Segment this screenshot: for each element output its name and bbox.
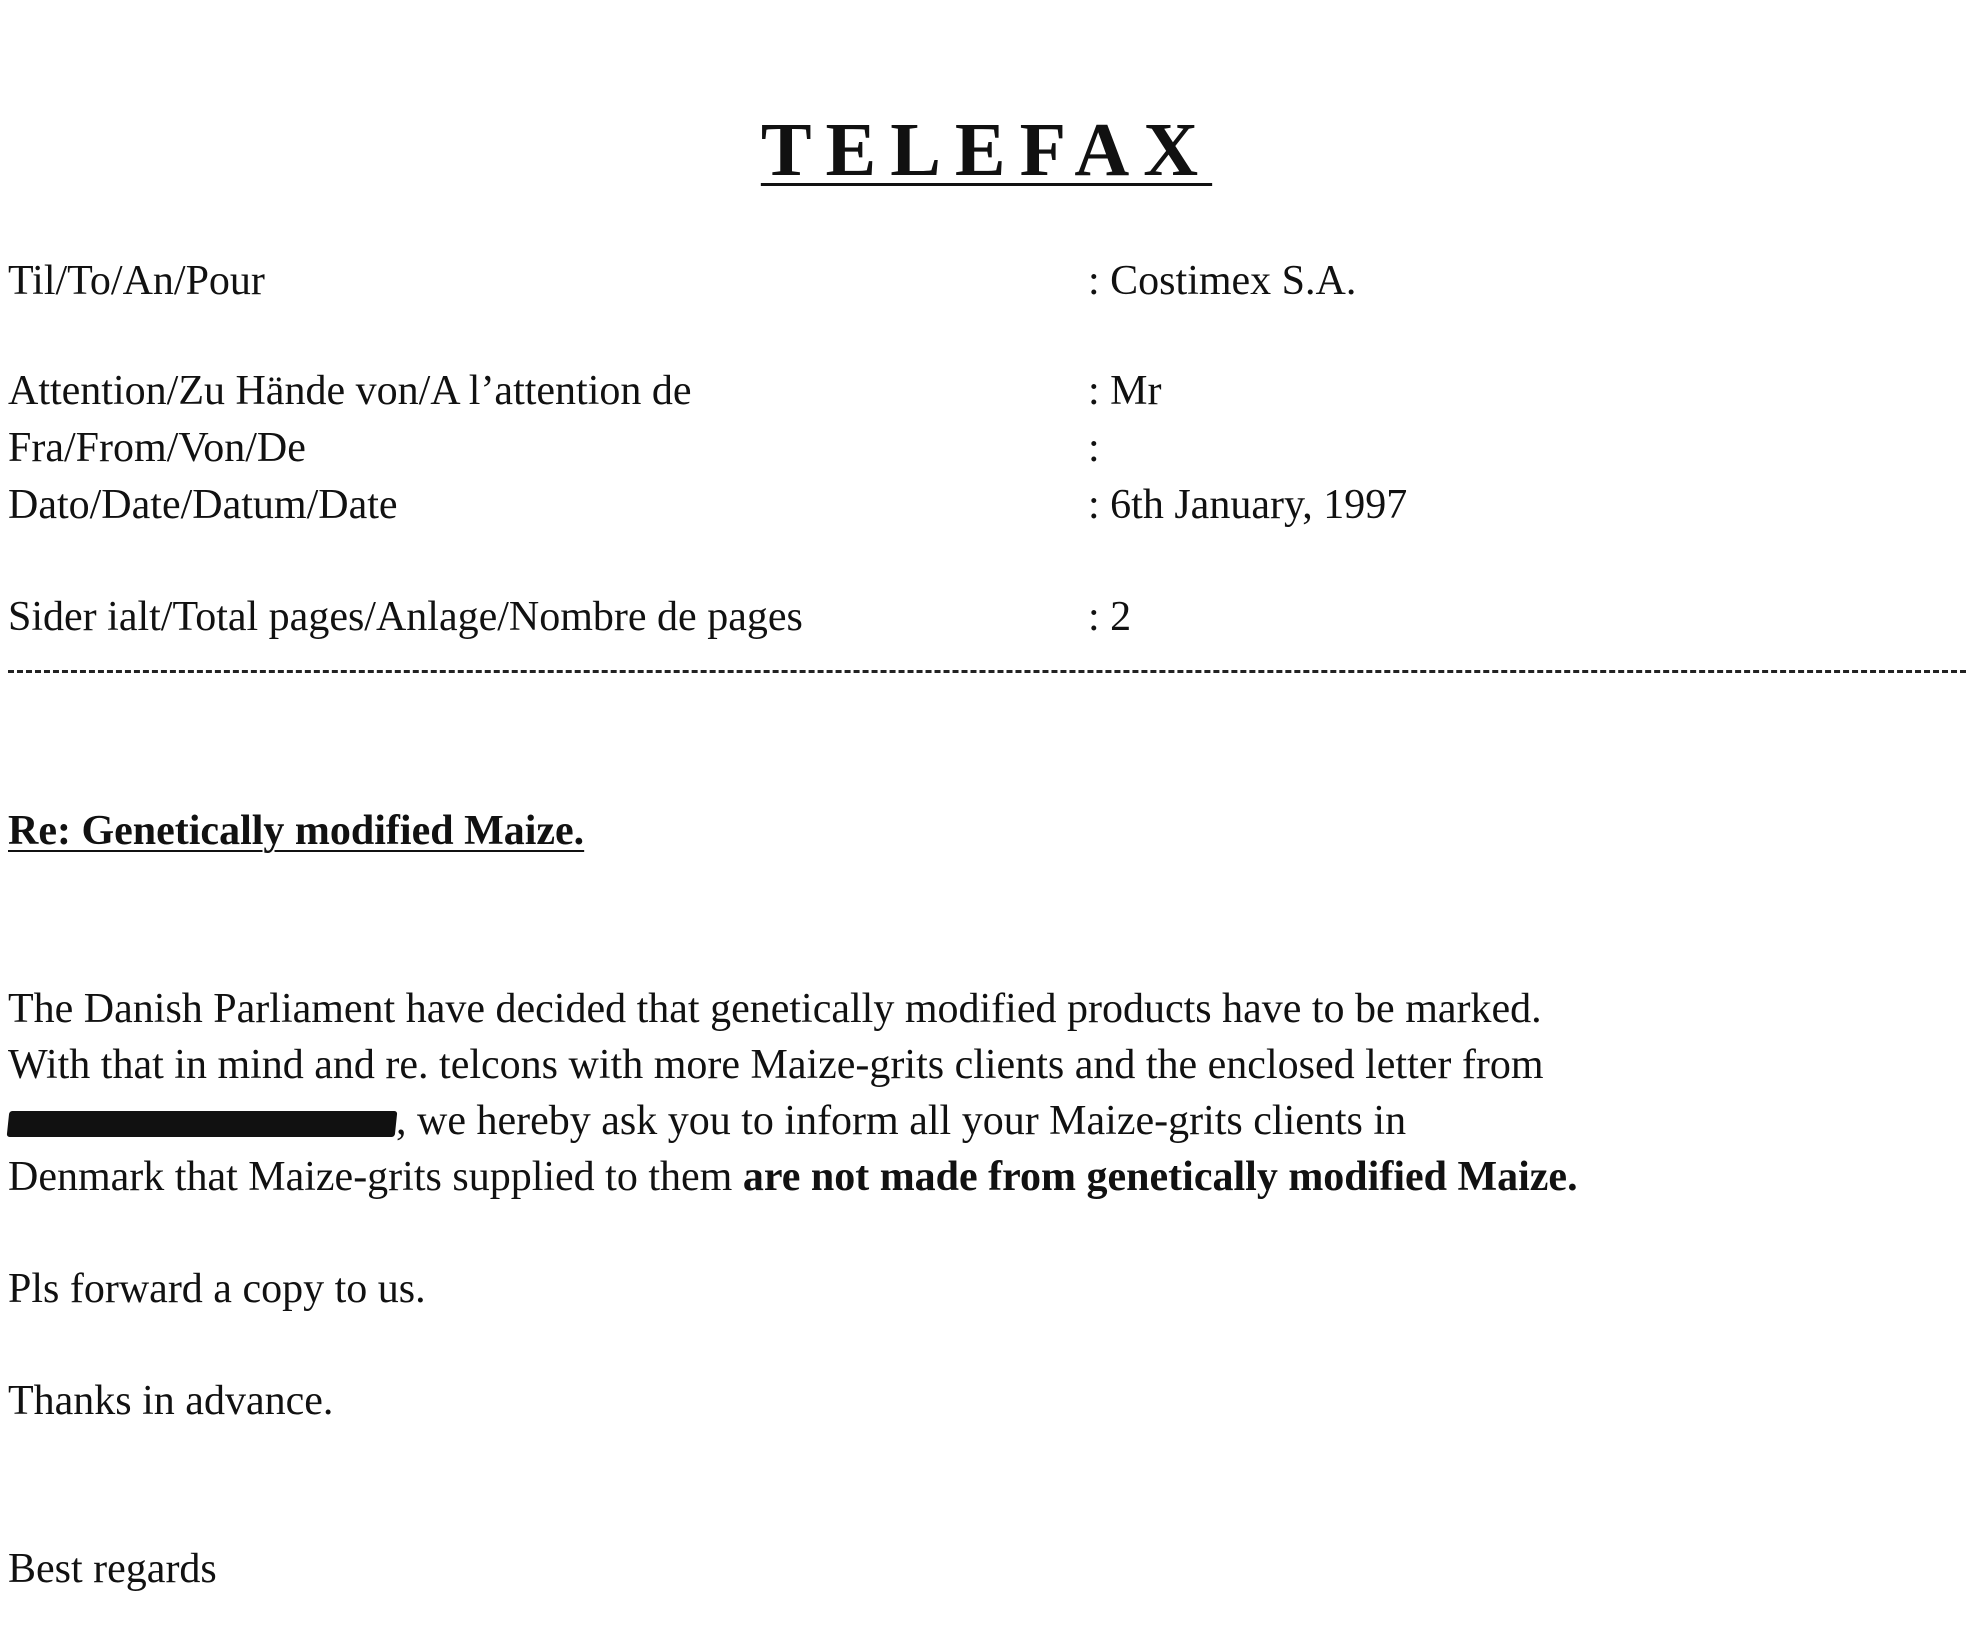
body-line-4 [8,1156,1578,1198]
body-line-3 [8,1100,1406,1142]
closing-line: Best regards [8,1546,217,1592]
redacted-name [7,1111,398,1137]
to-value: : Costimex S.A. [1088,258,1357,304]
header-divider [8,670,1966,673]
subject-line: Re: Genetically modified Maize. [8,808,585,854]
body-line-2: With that in mind and re. telcons with more Maize-grits clients and the enclosed letter from [8,1042,1544,1088]
fax-title: TELEFAX [760,108,1213,192]
thanks-line: Thanks in advance. [8,1378,334,1424]
date-label: Dato/Date/Datum/Date [8,482,398,528]
to-label: Til/To/An/Pour [8,258,265,304]
attention-value: : Mr [1088,368,1162,414]
body-line-3-text: , we hereby ask you to inform all your Maize-grits clients in [396,1098,1407,1144]
date-value: : 6th January, 1997 [1088,482,1408,528]
body-line-4-emphasis: are not made from genetically modified Maize. [742,1154,1578,1200]
pages-value: : 2 [1088,594,1132,640]
attention-label: Attention/Zu Hände von/A l’attention de [8,368,692,414]
forward-request: Pls forward a copy to us. [8,1266,426,1312]
pages-label: Sider ialt/Total pages/Anlage/Nombre de pages [8,594,803,640]
body-line-1: The Danish Parliament have decided that genetically modified products have to be marked. [8,986,1542,1032]
body-line-4-text: Denmark that Maize-grits supplied to them [8,1154,743,1200]
from-value: : [1088,425,1100,471]
from-label: Fra/From/Von/De [8,425,306,471]
